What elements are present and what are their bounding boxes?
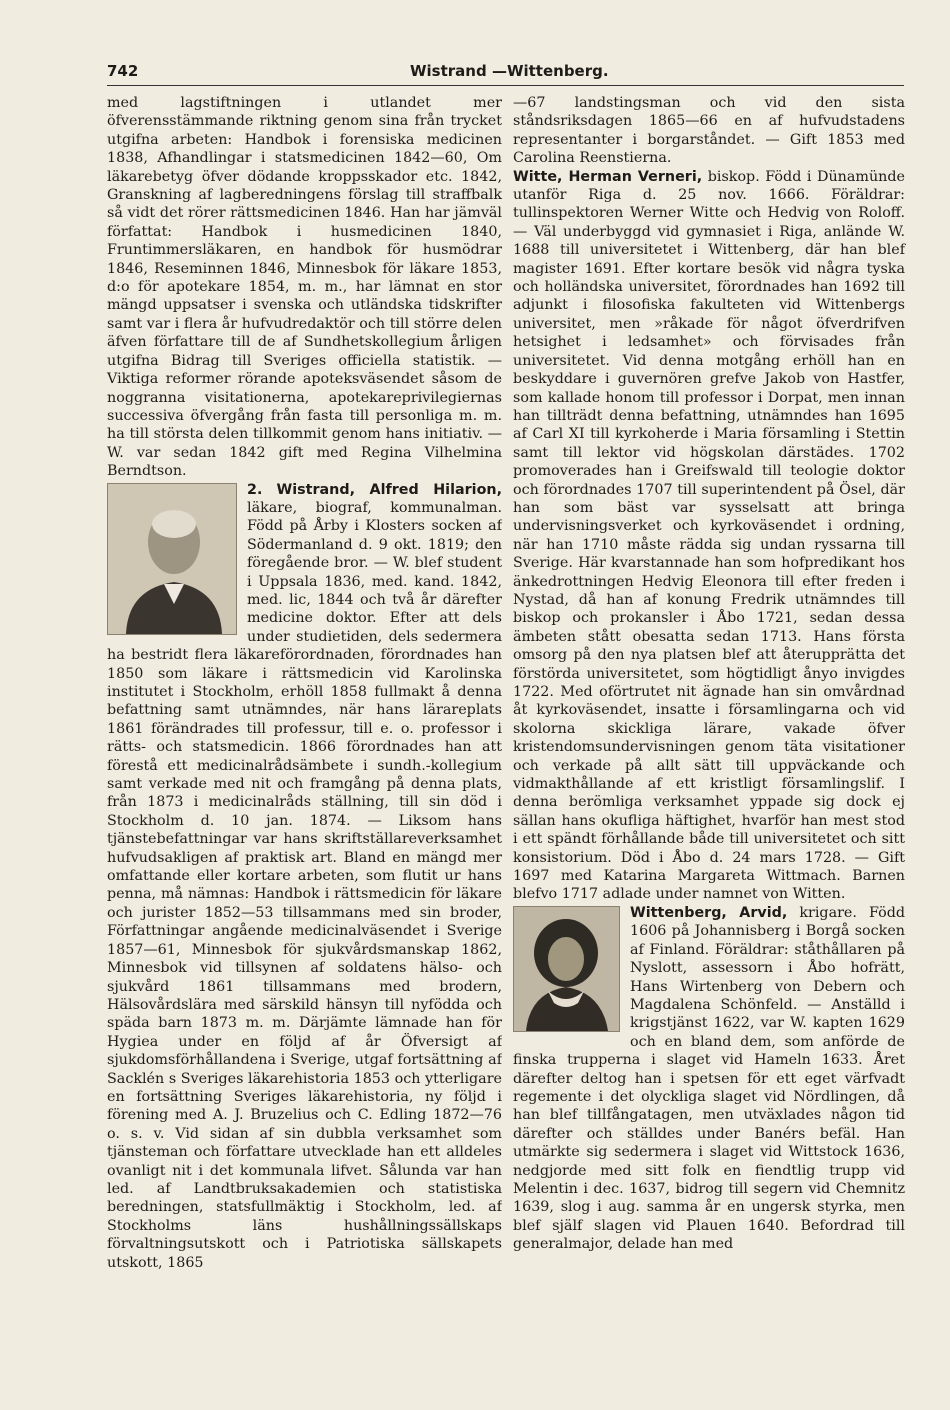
portrait-engraving-icon	[108, 484, 236, 634]
entry-arvid-wittenberg	[513, 904, 905, 1254]
entry-text: biskop. Född i Dünamünde utanför Riga d. 25 nov. 1666. Föräldrar: tullinspektoren Werner Witte och Hedvig von Roloff. — Väl underbyggd vid gymnasiet i Riga, anlände W. 1688 till universitetet i Wittenberg, där han blef magister 1691. Efter kortare besök vid några tyska och holländska universitet, förordnades han 1692 till adjunkt i filosofiska fakulteten vid Wittenbergs universitet, men »råkade för något öfverdrifven hetsighet i ledsamhet» och förvisades från universitetet. Vid denna motgång erhöll han en beskyddare i guvernören grefve Jakob von Hastfer, som kallade honom till professor i Dorpat, men innan han tillträdt denna befattning, utnämndes han 1695 af Carl XI till kyrkoherde i Maria församling i Stettin samt till lektor vid högskolan därstädes. 1702 promoverades han i Greifswald till teologie doktor och förordnades 1707 till superintendent på Ösel, där han som bäst var sysselsatt att bringa undervisningsverket och kyrkoväsendet i ordning, när han 1710 måste rädda sig undan ryssarna till Sverige. Här kvarstannade han som hofpredikant hos änkedrottningen Hedvig Eleonora till efter freden i Nystad, då han af konung Fredrik utnämndes till biskop och prokansler i Åbo 1721, sedan dessa ämbeten stått obesatta sedan 1713. Hans första omsorg på den nya platsen blef att återupprätta det förstörda universitetet, som högtidligt ånyo invigdes 1722. Med oförtrutet nit ägnade han sin omvårdnad åt kyrkoväsendet, insatte i församlingarna och vid skolorna skickliga lärare, vakade öfver kristendomsundervisningen genom täta visitationer och verkade på allt sätt till uppväckande och vidmakthållande af ett kristligt församlingslif. I denna berömliga verksamhet yppade sig dock ej sällan hans okufliga häftighet, hvarför han mest stod i ett spändt förhållande både till universitetet och sitt konsistorium. Död i Åbo d. 24 mars 1728. — Gift 1697 med Katarina Margareta Wittmach. Barnen blefvo 1717 adlade under namnet von Witten.	[513, 168, 905, 903]
running-head: Wistrand —Wittenberg.	[410, 62, 609, 80]
portrait-arvid-wittenberg	[513, 906, 620, 1032]
left-column	[107, 94, 502, 1272]
entry-number: 2.	[247, 481, 263, 498]
entry-heading: Wistrand, Alfred Hilarion,	[276, 481, 502, 498]
entry-heading: Wittenberg, Arvid,	[630, 904, 788, 921]
entry-text: läkare, biograf, kommunalman. Född på Årby i Klosters socken af Södermanland d. 9 okt. 1819; den föregående bror. — W. blef student i Uppsala 1836, med. kand. 1842, med. lic, 1844 och två år därefter medicine doktor. Efter att dels under studietiden, dels sedermera ha bestridt flera läkareförordnaden, förordnades han 1850 som läkare i rättsmedicin vid Karolinska institutet i Stockholm, erhöll 1858 fullmakt å denna befattning samt utnämndes, när hans lärareplats 1861 förändrades till professur, till e. o. professor i rätts- och statsmedicin. 1866 förordnades han att förestå ett medicinalrådsämbete i sundh.-kollegium samt verkade med nit och framgång på denna plats, från 1873 i medicinalråds ställning, till sin död i Stockholm d. 10 jan. 1874. — Liksom hans tjänstebefattningar var hans skriftställareverksamhet hufvudsakligen af praktisk art. Bland en mängd mer omfattande eller kortare arbeten, som flutit ur hans penna, må nämnas: Handbok i rättsmedicin för läkare och jurister 1852—53 tillsammans med sin broder, Författningar angående medicinalväsendet i Sverige 1857—61, Minnesbok för sjukvårdsmanskap 1862, Minnesbok vid tillsynen af soldatens hälso- och sjukvård 1861 tillsammans med brodern, Hälsovårdslära med särskild hänsyn till nyfödda och späda barn 1873 m. m. Därjämte lämnade han för Hygiea under en följd af år Öfversigt af sjukdomsförhållandena i Sverige, utgaf fortsättning af Sacklén s Sveriges läkarehistoria 1853 och ytterligare en fortsättning Sveriges läkarehistoria, ny följd i förening med A. J. Bruzelius och C. Edling 1872—76 o. s. v. Vid sidan af sin dubbla verksamhet som tjänsteman och författare utvecklade han ett alldeles ovanligt nit i det kommunala lifvet. Sålunda var han led. af Landtbruksakademien och statistiska beredningen, statsfullmäktig i Stockholm, led. af Stockholms läns hushållningssällskaps förvaltningsutskott och i Patriotiska sällskapets utskott, 1865	[107, 499, 502, 1271]
entry-text: krigare. Född 1606 på Johannisberg i Borgå socken af Finland. Föräldrar: ståthållaren på Nyslott, assessorn i Åbo hofrätt, Hans Wirtenberg von Debern och Magdalena Schönfeld. — Anställd i krigstjänst 1622, var W. kapten 1629 och en bland dem, som anförde de finska trupperna i slaget vid Hameln 1633. Året därefter deltog han i spetsen för ett eget värfvadt regemente i det olyckliga slaget vid Nördlingen, då han blef tillfångatagen, men utväxlades någon tid därefter och ställdes under Banérs befäl. Han utmärkte sig sedermera i slaget vid Wittstock 1636, nedgjorde med sitt folk en fiendtlig trupp vid Melentin i dec. 1637, bidrog till segern vid Chemnitz 1639, slog i aug. samma år en ungersk styrka, men blef själf slagen vid Plauen 1640. Befordrad till generalmajor, delade han med	[513, 904, 905, 1253]
header-rule	[107, 85, 904, 86]
portrait-engraving-icon	[514, 907, 619, 1031]
wistrand-entry-continuation: med lagstiftningen i utlandet mer öfverensstämmande riktning genom sina från trycket utgifna arbeten: Handbok i forensiska medicinen 1838, Afhandlingar i statsmedicinen 1842—60, Om läkarebetyg öfver dödande kroppsskador etc. 1842, Granskning af lagberedningens förslag till straffbalk så vidt det rörer rättsmedicinen 1846. Han har jämväl författat: Handbok i husmedicinen 1840, Fruntimmersläkaren, en handbok för husmödrar 1846, Reseminnen 1846, Minnesbok för läkare 1853, d:o för apotekare 1854, m. m., har lämnat en stor mängd uppsatser i svenska och utländska tidskrifter samt var i flera år hufvudredaktör och till större delen äfven författare till de af Sundhetskollegium årligen utgifna Bidrag till Sveriges officiella statistik. — Viktiga reformer rörande apoteksväsendet såsom de noggranna visitationerna, apotekareprivilegiernas successiva öfvergång från fasta till personliga m. m. ha till största delen tillkommit genom hans initiativ. — W. var sedan 1842 gift med Regina Vilhelmina Berndtson.	[107, 95, 502, 480]
entry-herman-witte	[513, 168, 905, 904]
right-column	[513, 94, 905, 1254]
entry-continuation: —67 landstingsman och vid den sista ståndsriksdagen 1865—66 en af hufvudstadens representanter i borgarståndet. — Gift 1853 med Carolina Reenstierna.	[513, 95, 905, 167]
portrait-alfred-wistrand	[107, 483, 237, 635]
entry-heading: Witte, Herman Verneri,	[513, 168, 703, 185]
entry-alfred-wistrand	[107, 481, 502, 1272]
page-number: 742	[107, 62, 139, 80]
